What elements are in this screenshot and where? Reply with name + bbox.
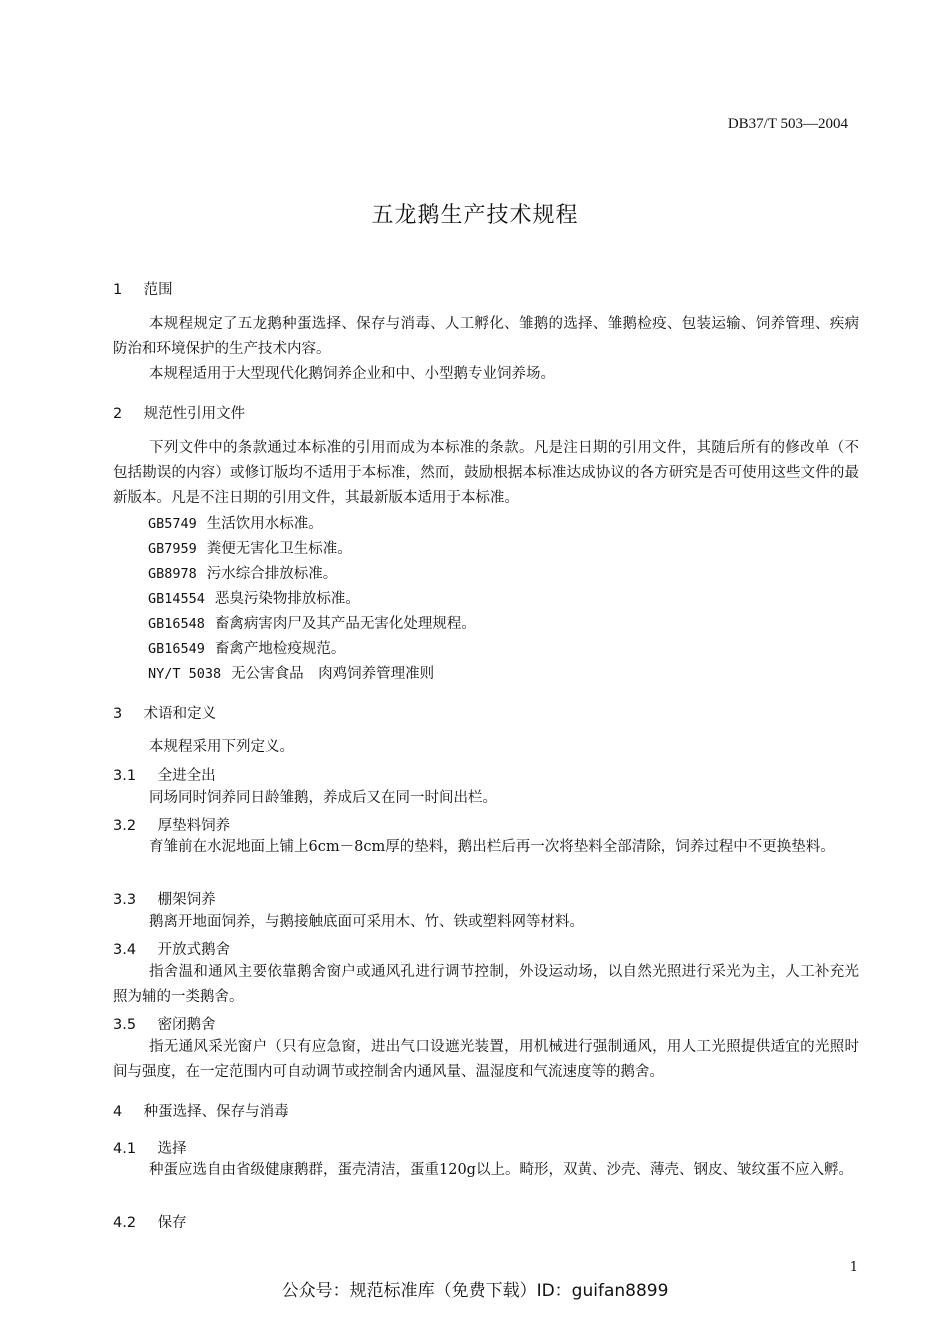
term-3-2-text: 育雏前在水泥地面上铺上6cm－8cm厚的垫料，鹅出栏后再一次将垫料全部清除，饲养过程中不更换垫料。 — [149, 839, 835, 855]
term-3-5-heading — [113, 1013, 216, 1034]
term-number: 3.2 — [113, 818, 137, 834]
reference-name: 恶臭污染物排放标准。 — [214, 591, 360, 607]
term-title: 全进全出 — [157, 768, 216, 784]
term-3-1-heading — [113, 764, 216, 785]
reference-item — [148, 612, 476, 633]
term-title: 开放式鹅舍 — [157, 942, 231, 958]
term-3-3-heading — [113, 888, 216, 909]
reference-item — [148, 562, 337, 583]
section-number: 2 — [113, 406, 123, 422]
term-3-5-text: 指无通风采光窗户（只有应急窗，进出气口设遮光装置，用机械进行强制通风，用人工光照提供适宜的光照时间与强度，在一定范围内可自动调节或控制舍内通风量、温湿度和气流速度等的鹅舍。 — [113, 1039, 859, 1080]
reference-item — [148, 637, 345, 658]
reference-name: 污水综合排放标准。 — [206, 566, 338, 582]
reference-code: NY/T 5038 — [148, 666, 222, 682]
term-number: 3.4 — [113, 942, 137, 958]
reference-code: GB7959 — [148, 541, 197, 557]
reference-name: 畜禽产地检疫规范。 — [214, 641, 346, 657]
reference-name: 生活饮用水标准。 — [206, 516, 323, 532]
term-number: 3.3 — [113, 892, 137, 908]
term-title: 棚架饲养 — [157, 892, 216, 908]
footer-watermark-text: 公众号：规范标准库（免费下载）ID：guifan8899 — [281, 1281, 669, 1301]
section-1-paragraph-2: 本规程适用于大型现代化鹅饲养企业和中、小型鹅专业饲养场。 — [149, 366, 555, 382]
section-title: 术语和定义 — [143, 706, 217, 722]
term-number: 3.1 — [113, 768, 137, 784]
subsection-number: 4.2 — [113, 1215, 137, 1231]
section-1-paragraph-1: 本规程规定了五龙鹅种蛋选择、保存与消毒、人工孵化、雏鹅的选择、雏鹅检疫、包装运输、饲养管理、疾病防治和环境保护的生产技术内容。 — [113, 316, 859, 357]
reference-item — [148, 587, 360, 608]
section-number: 3 — [113, 706, 123, 722]
term-3-4-text: 指舍温和通风主要依靠鹅舍窗户或通风孔进行调节控制，外设运动场，以自然光照进行采光为主，人工补充光照为辅的一类鹅舍。 — [113, 964, 859, 1005]
section-2-heading — [113, 402, 245, 423]
term-3-2-heading — [113, 814, 230, 835]
subsection-4-1-heading — [113, 1137, 187, 1158]
document-number: DB37/T 503—2004 — [727, 116, 848, 132]
subsection-number: 4.1 — [113, 1141, 137, 1157]
section-4-heading — [113, 1100, 289, 1121]
page-number: 1 — [849, 1260, 858, 1275]
subsection-title: 选择 — [157, 1141, 187, 1157]
reference-code: GB8978 — [148, 566, 197, 582]
subsection-4-1-text: 种蛋应选自由省级健康鹅群，蛋壳清洁，蛋重120g以上。畸形，双黄、沙壳、薄壳、钢皮、皱纹蛋不应入孵。 — [149, 1162, 853, 1178]
subsection-4-2-heading — [113, 1211, 187, 1232]
term-3-1-text: 同场同时饲养同日龄雏鹅，养成后又在同一时间出栏。 — [149, 790, 497, 806]
term-title: 厚垫料饲养 — [157, 818, 231, 834]
section-title: 种蛋选择、保存与消毒 — [143, 1104, 289, 1120]
document-title: 五龙鹅生产技术规程 — [371, 203, 579, 228]
reference-name: 粪便无害化卫生标准。 — [206, 541, 352, 557]
reference-item — [148, 512, 323, 533]
section-title: 范围 — [143, 282, 173, 298]
subsection-title: 保存 — [157, 1215, 187, 1231]
section-3-intro: 本规程采用下列定义。 — [149, 739, 294, 755]
term-3-3-text: 鹅离开地面饲养，与鹅接触底面可采用木、竹、铁或塑料网等材料。 — [149, 914, 584, 930]
section-2-paragraph-1: 下列文件中的条款通过本标准的引用而成为本标准的条款。凡是注日期的引用文件，其随后所有的修改单（不包括勘误的内容）或修订版均不适用于本标准，然而，鼓励根据本标准达成协议的各方研究是否可使用这些文件的最新版本。凡是不注日期的引用文件，其最新版本适用于本标准。 — [113, 440, 859, 506]
reference-code: GB14554 — [148, 591, 205, 607]
reference-code: GB16548 — [148, 616, 205, 632]
section-3-heading — [113, 702, 216, 723]
section-1-heading — [113, 278, 173, 299]
reference-name: 无公害食品 肉鸡饲养管理准则 — [231, 666, 435, 682]
section-number: 4 — [113, 1104, 123, 1120]
section-title: 规范性引用文件 — [143, 406, 246, 422]
reference-name: 畜禽病害肉尸及其产品无害化处理规程。 — [214, 616, 476, 632]
reference-code: GB16549 — [148, 641, 205, 657]
term-number: 3.5 — [113, 1017, 137, 1033]
section-number: 1 — [113, 282, 123, 298]
term-3-4-heading — [113, 938, 230, 959]
reference-item — [148, 662, 434, 683]
term-title: 密闭鹅舍 — [157, 1017, 216, 1033]
reference-code: GB5749 — [148, 516, 197, 532]
reference-item — [148, 537, 352, 558]
